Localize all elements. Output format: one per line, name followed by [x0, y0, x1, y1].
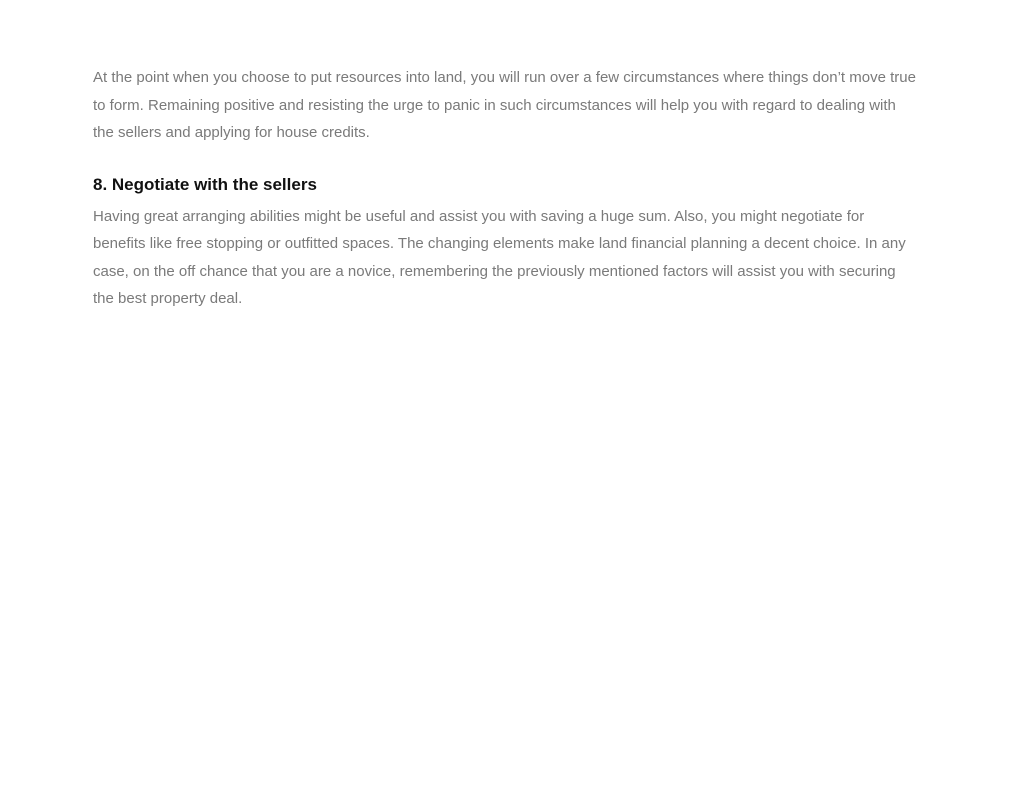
- section-paragraph: Having great arranging abilities might be useful and assist you with saving a huge sum. Also, you might negotiate for benefits like free stopping or outfitted spaces. The changing elements make land financial planning a decent choice. In any case, on the off chance that you are a novice, remembering the previously mentioned factors will assist you with securing the best property deal.: [93, 207, 906, 307]
- section-heading: 8. Negotiate with the sellers: [93, 174, 317, 194]
- article-content: [93, 64, 919, 313]
- intro-paragraph: At the point when you choose to put resources into land, you will run over a few circumstances where things don’t move true to form. Remaining positive and resisting the urge to panic in such circumstances will help you with regard to dealing with the sellers and applying for house credits.: [93, 69, 916, 141]
